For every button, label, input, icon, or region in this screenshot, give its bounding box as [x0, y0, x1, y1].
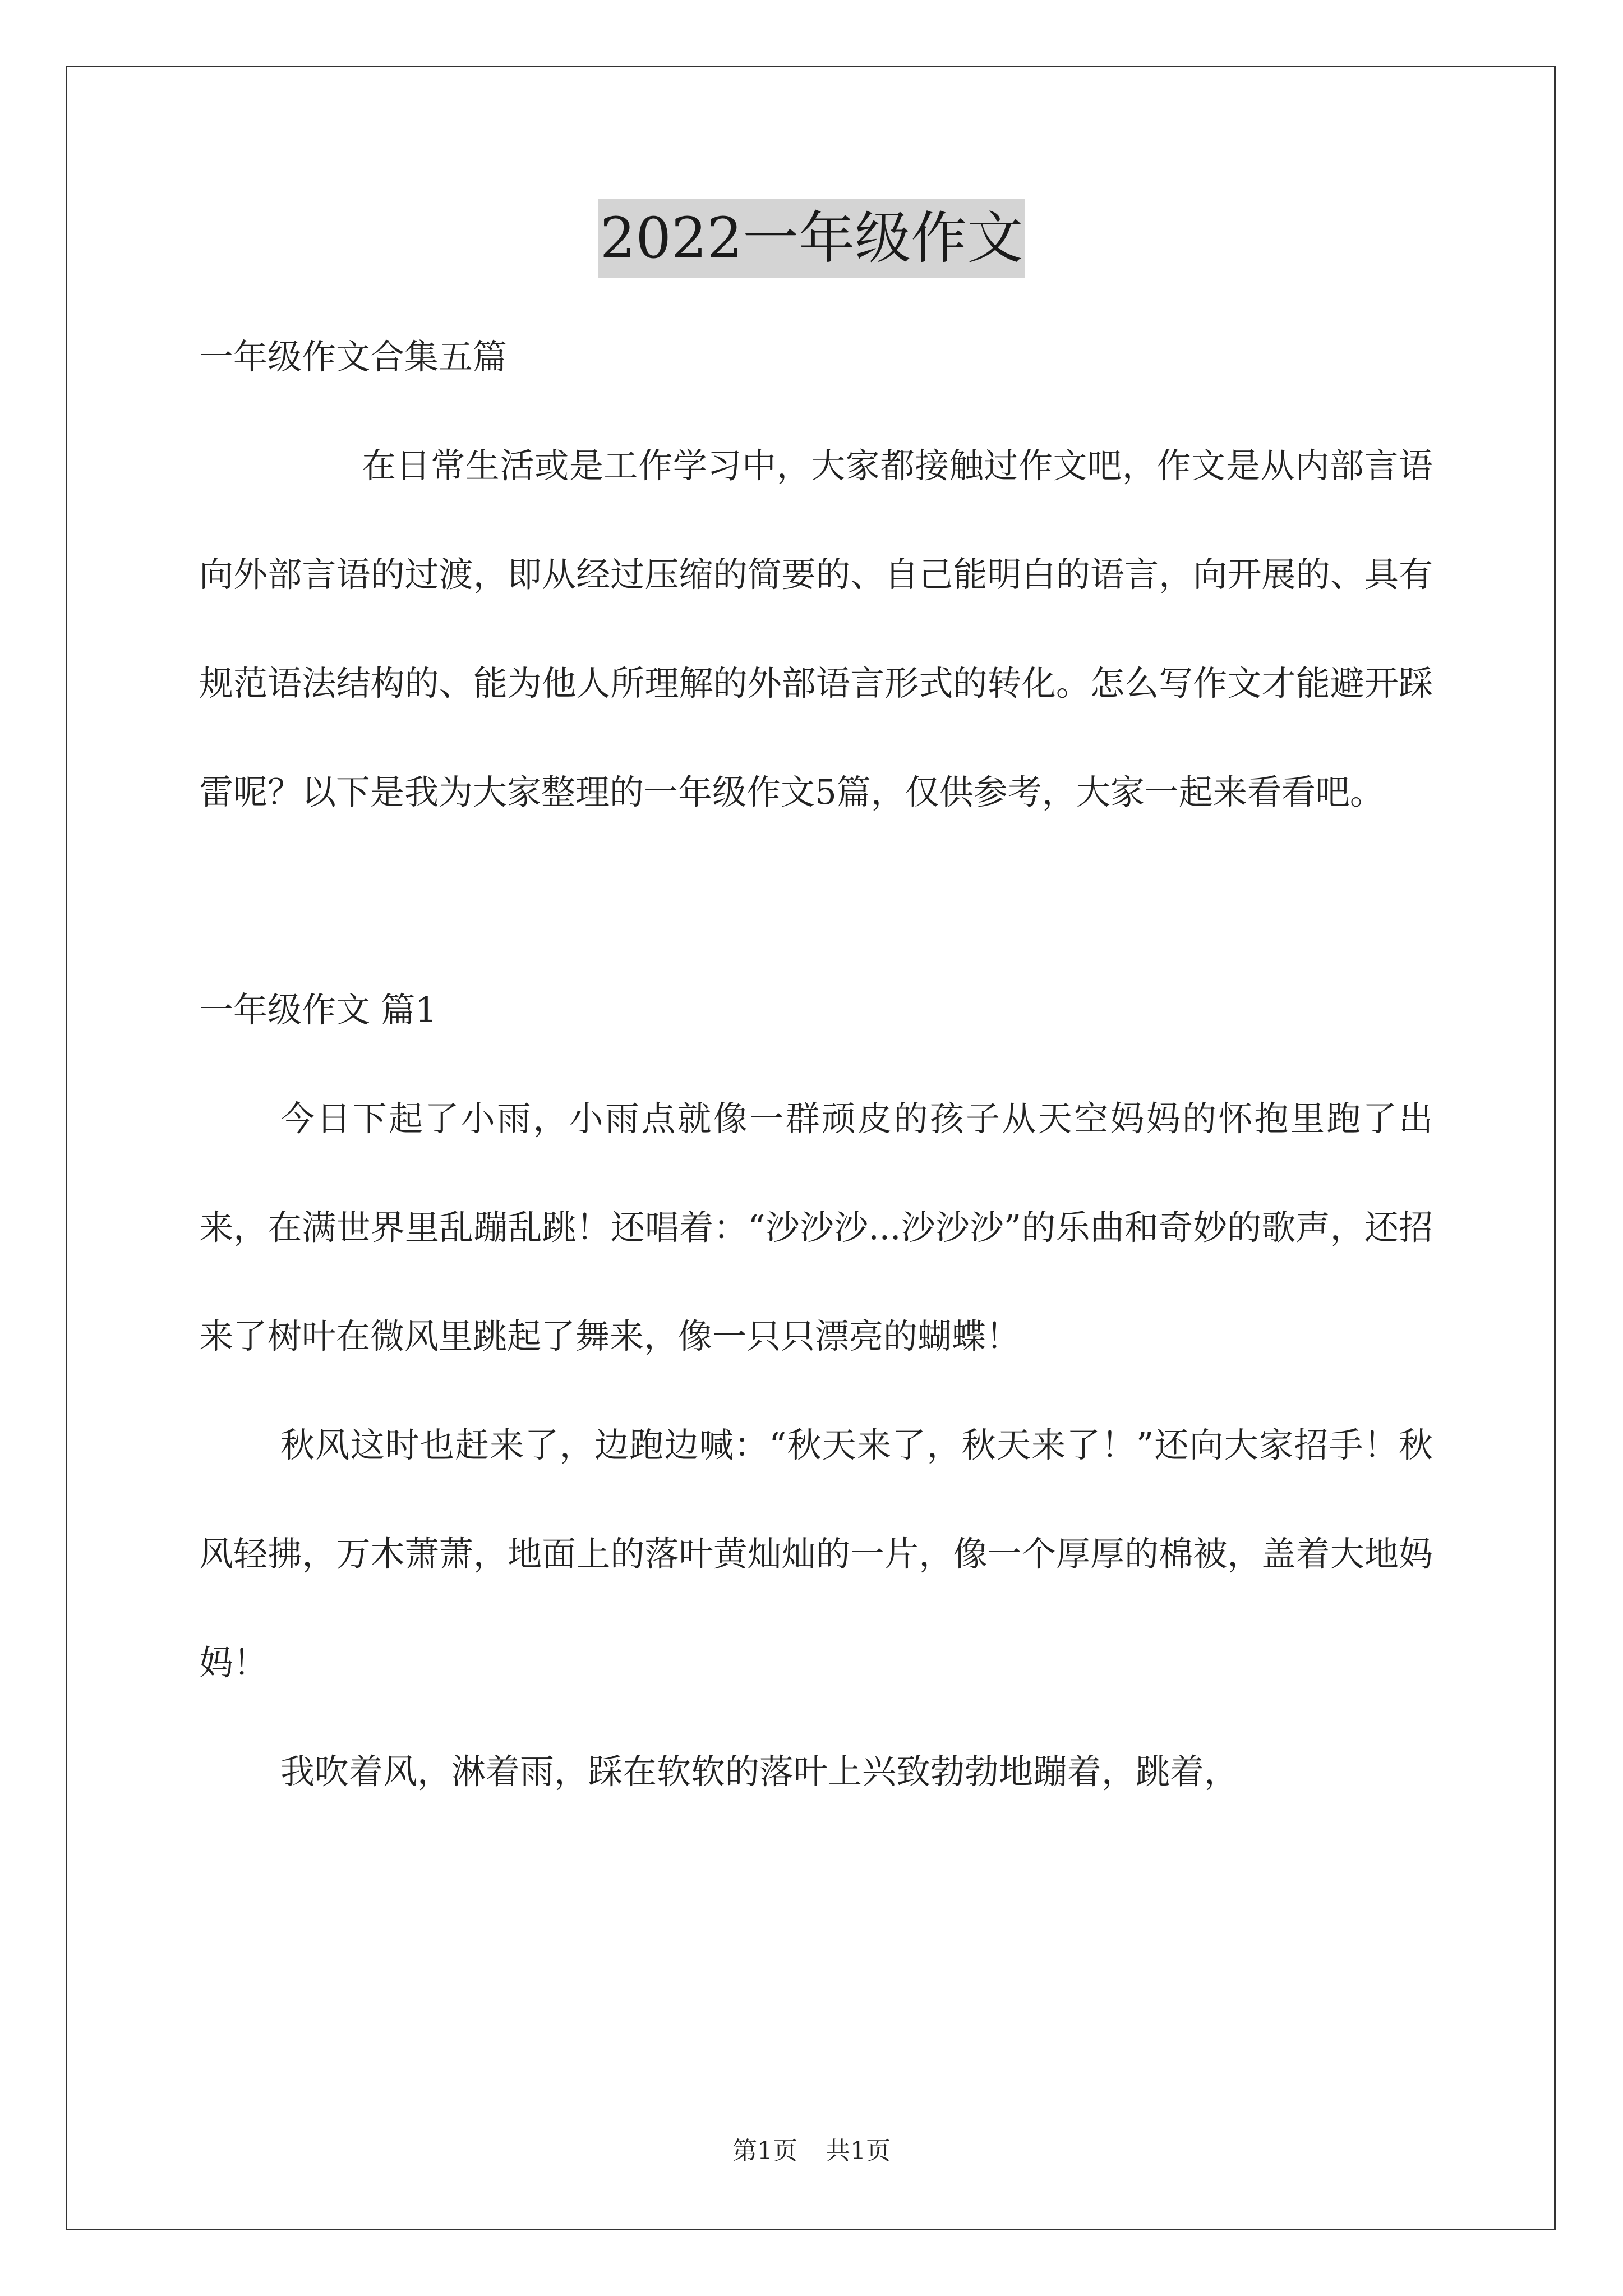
intro-paragraph: 在日常生活或是工作学习中，大家都接触过作文吧，作文是从内部言语向外部言语的过渡，即从经过压缩的简要的、自己能明白的语言，向开展的、具有规范语法结构的、能为他人所理解的外部语言形式的转化。怎么写作文才能避开踩雷呢？以下是我为大家整理的一年级作文5篇，仅供参考，大家一起来看看吧。: [199, 446, 1433, 812]
document-title: 2022一年级作文: [598, 199, 1026, 278]
page-footer: [0, 2134, 1623, 2168]
essay-paragraph: 今日下起了小雨，小雨点就像一群顽皮的孩子从天空妈妈的怀抱里跑了出来，在满世界里乱蹦乱跳！还唱着：“沙沙沙...沙沙沙”的乐曲和奇妙的歌声，还招来了树叶在微风里跳起了舞来，像一只只漂亮的蝴蝶！: [199, 1099, 1433, 1356]
essay-heading: 一年级作文 篇1: [199, 990, 437, 1030]
document-body: [199, 303, 1433, 1826]
total-pages: 共1页: [826, 2137, 891, 2165]
essay-paragraph: 秋风这时也赶来了，边跑边喊：“秋天来了，秋天来了！”还向大家招手！秋风轻拂，万木萧萧，地面上的落叶黄灿灿的一片，像一个厚厚的棉被，盖着大地妈妈！: [199, 1425, 1433, 1683]
page-number: 第1页: [732, 2137, 797, 2165]
collection-subtitle: 一年级作文合集五篇: [199, 337, 508, 377]
essay-paragraph: 我吹着风，淋着雨，踩在软软的落叶上兴致勃勃地蹦着，跳着，: [280, 1752, 1239, 1792]
title-container: [0, 199, 1623, 278]
